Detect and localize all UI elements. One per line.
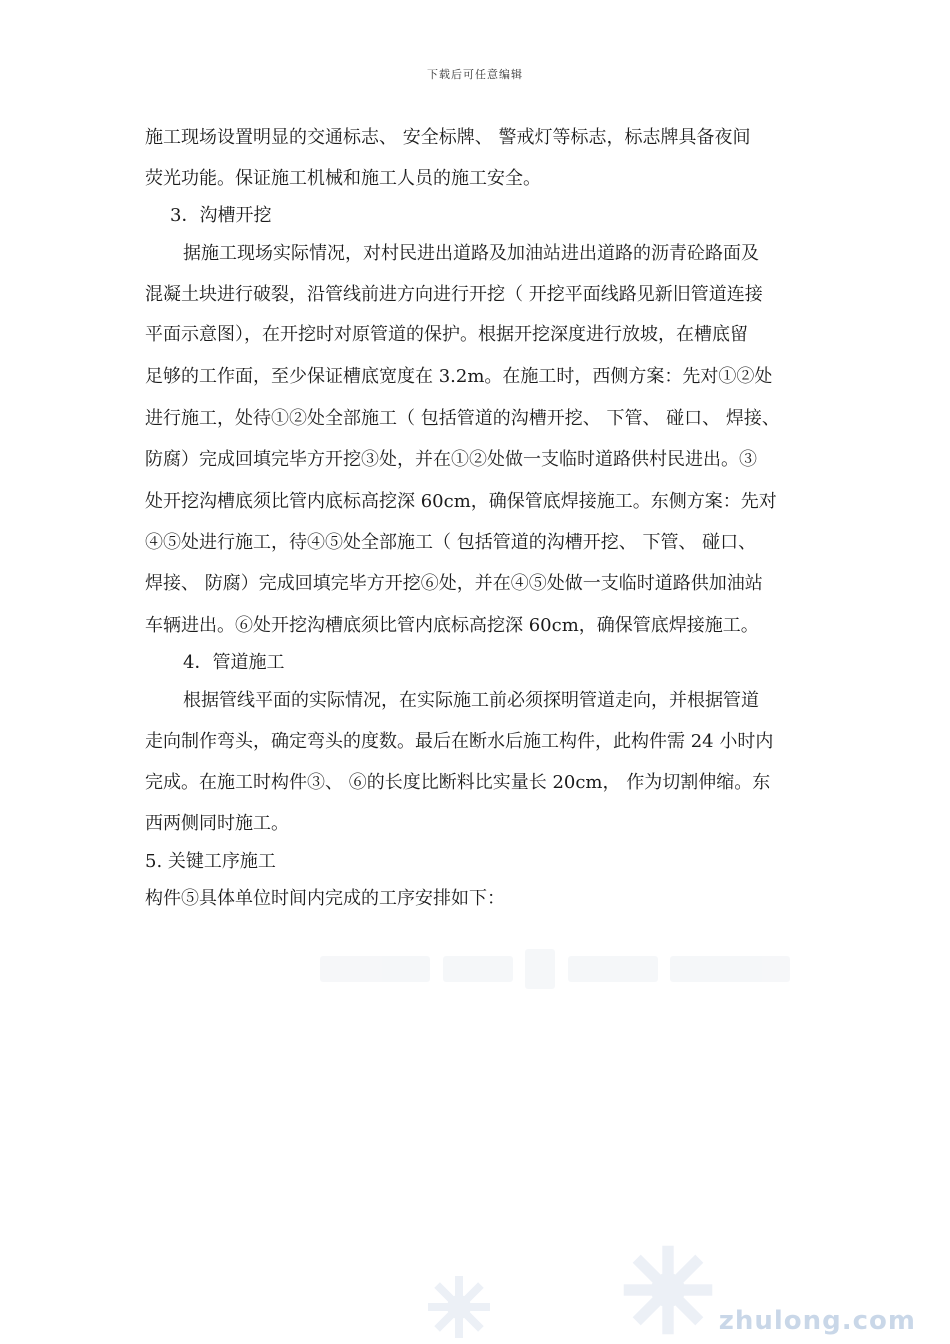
body-line-9: 防腐）完成回填完毕方开挖③处，并在①②处做一支临时道路供村民进出。③ xyxy=(145,449,757,470)
body-line-16: 走向制作弯头，确定弯头的度数。最后在断水后施工构件，此构件需 24 小时内 xyxy=(145,731,774,752)
body-line-1: 施工现场设置明显的交通标志、 安全标牌、 警戒灯等标志，标志牌具备夜间 xyxy=(145,127,751,148)
body-line-8: 进行施工，处待①②处全部施工（ 包括管道的沟槽开挖、 下管、 碰口、 焊接、 xyxy=(145,408,780,429)
body-line-13: 车辆进出。⑥处开挖沟槽底须比管内底标高挖深 60cm，确保管底焊接施工。 xyxy=(145,615,759,636)
body-line-10: 处开挖沟槽底须比管内底标高挖深 60cm，确保管底焊接施工。东侧方案：先对 xyxy=(145,491,777,512)
snowflake-logo-icon xyxy=(424,1272,494,1342)
body-line-11: ④⑤处进行施工，待④⑤处全部施工（ 包括管道的沟槽开挖、 下管、 碰口、 xyxy=(145,532,757,553)
body-line-6: 平面示意图），在开挖时对原管道的保护。根据开挖深度进行放坡，在槽底留 xyxy=(145,324,748,345)
body-line-12: 焊接、 防腐）完成回填完毕方开挖⑥处，并在④⑤处做一支临时道路供加油站 xyxy=(145,573,763,594)
header-note: 下载后可任意编辑 xyxy=(427,68,523,81)
snowflake-logo-icon xyxy=(618,1240,718,1340)
body-line-17: 完成。在施工时构件③、 ⑥的长度比断料比实量长 20cm， 作为切割伸缩。东 xyxy=(145,772,771,793)
watermark-band xyxy=(320,945,790,993)
body-line-2: 荧光功能。保证施工机械和施工人员的施工安全。 xyxy=(145,168,541,189)
section-heading-key-process: 5. 关键工序施工 xyxy=(145,851,276,872)
body-line-5: 混凝土块进行破裂，沿管线前进方向进行开挖（ 开挖平面线路见新旧管道连接 xyxy=(145,284,763,305)
section-heading-trench: 3．沟槽开挖 xyxy=(170,205,272,226)
body-line-4: 据施工现场实际情况，对村民进出道路及加油站进出道路的沥青砼路面及 xyxy=(183,243,759,264)
section-heading-pipe: 4．管道施工 xyxy=(183,652,285,673)
body-line-18: 西两侧同时施工。 xyxy=(145,813,289,834)
body-line-15: 根据管线平面的实际情况，在实际施工前必须探明管道走向，并根据管道 xyxy=(183,690,759,711)
brand-watermark: zhulong.com xyxy=(718,1306,916,1336)
body-line-20: 构件⑤具体单位时间内完成的工序安排如下： xyxy=(145,888,505,909)
body-line-7: 足够的工作面，至少保证槽底宽度在 3.2m。在施工时，西侧方案：先对①②处 xyxy=(145,366,773,387)
